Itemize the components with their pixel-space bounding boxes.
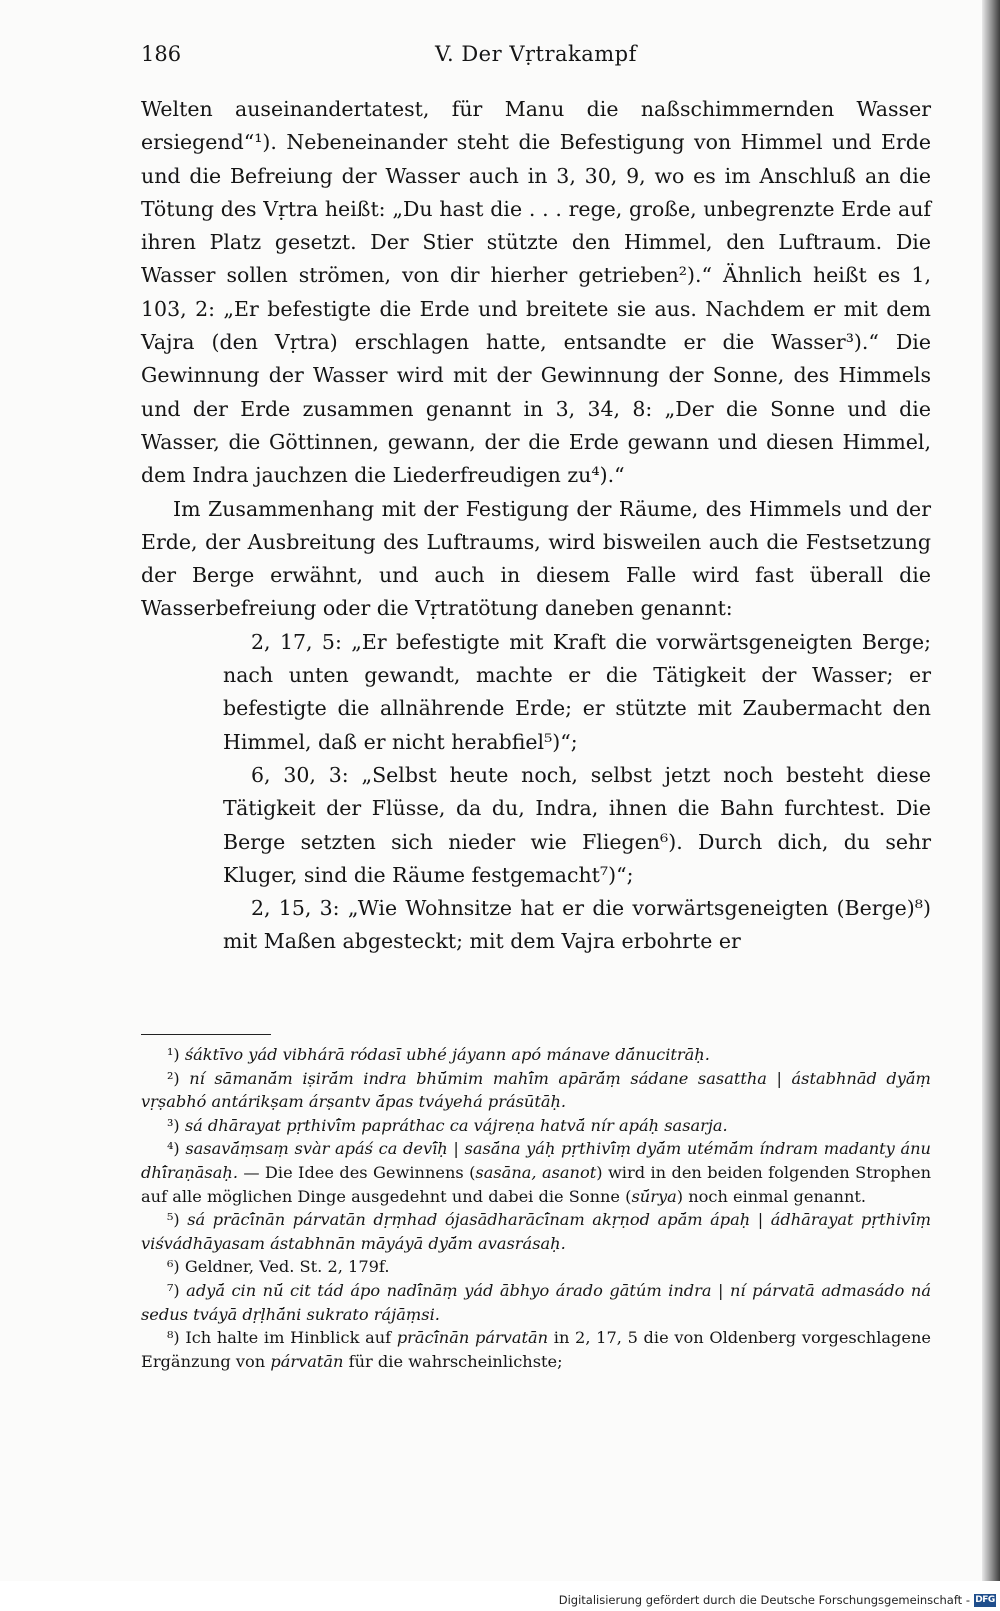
footnote-8 <box>141 1326 931 1373</box>
quotation-2: 6, 30, 3: „Selbst heute noch, selbst jetzt noch besteht diese Tätigkeit der Flüsse, da du, Indra, ihnen die Bahn furchtest. Die Berge setzten sich nieder wie Fliegen⁶). Durch dich, du sehr Kluger, sind die Räume festgemacht⁷)“; <box>223 762 931 887</box>
footnote-6 <box>141 1255 931 1279</box>
footnote-5 <box>141 1208 931 1255</box>
footnote-text: sasavā́ṃsaṃ svàr apáś ca devī́ḥ | sasā́na yáḥ pṛthivī́ṃ dyā́m utémā́m índram madanty ánu dhī́raṇāsaḥ. <box>141 1139 931 1182</box>
footnote-text: śáktīvo yád vibhárā ródasī ubhé jáyann apó mánave dā́nucitrāḥ. <box>184 1045 710 1064</box>
credit-text: Digitalisierung gefördert durch die Deutsche Forschungsgemeinschaft - <box>558 1593 970 1607</box>
footnote-text: — Die Idee des Gewinnens ( <box>237 1162 476 1182</box>
footnote-text: ) wird in den beiden folgenden Strophen auf alle möglichen Dinge ausgedehnt und dabei die Sonne ( <box>141 1162 931 1206</box>
footnote-label: ⁴) <box>167 1139 180 1159</box>
footnote-label: ⁶) <box>167 1257 180 1277</box>
footnote-text: adyā́ cin nū́ cit tád ápo nadī́nāṃ yád ābhyo árado gātúm indra | ní párvatā admasádo ná sedus tváyā dṛḷhā́ni sukrato rájāṃsi. <box>141 1280 931 1324</box>
footnote-text: sá dhārayat pṛthivī́m papráthac ca vájreṇa hatvā́ nír apáḥ sasarja. <box>184 1115 728 1135</box>
footnote-term: párvatān <box>270 1351 344 1371</box>
chapter-title: V. Der Vṛtrakampf <box>435 42 637 66</box>
digitization-credit <box>559 1593 996 1607</box>
footnote-text: Ich halte im Hinblick auf <box>185 1328 397 1348</box>
footnote-term: prācī́nān párvatān <box>396 1328 549 1348</box>
footnote-label: ³) <box>167 1115 180 1135</box>
footnote-label: ⁵) <box>167 1210 180 1230</box>
footnotes <box>141 1043 931 1373</box>
footnote-text: ní sāmanā́m iṣirā́m indra bhū́mim mahī́m apārā́ṃ sádane sasattha | ástabhnād dyā́ṃ vṛṣabhó antárikṣam árṣantv ā́pas tváyehá prásūtāḥ. <box>141 1068 931 1112</box>
footnote-7 <box>141 1279 931 1326</box>
footnote-label: ⁸) <box>167 1328 180 1348</box>
footnote-text: in 2, 17, 5 die von Oldenberg vorgeschlagene Ergänzung von <box>141 1328 931 1371</box>
footnote-label: ²) <box>167 1068 180 1088</box>
page-number: 186 <box>141 42 182 66</box>
footnote-text: sá prācī́nān párvatān dṛṃhad ójasādharācī́nam akṛṇod apā́m ápaḥ | ádhārayat pṛthivī́ṃ viśvádhāyasam ástabhnān māyáyā dyā́m avasrásaḥ. <box>141 1210 931 1253</box>
footnote-4 <box>141 1137 931 1208</box>
running-head <box>141 42 931 72</box>
footnote-text: ) noch einmal genannt. <box>676 1186 867 1206</box>
footnote-2 <box>141 1067 931 1114</box>
footnote-term: sū́rya <box>631 1186 677 1206</box>
footnote-3 <box>141 1114 931 1138</box>
main-text <box>141 93 931 959</box>
dfg-logo: DFG <box>975 1594 995 1605</box>
footnote-1 <box>141 1043 931 1067</box>
page-edge-shadow <box>982 0 1000 1600</box>
paragraph-2: Im Zusammenhang mit der Festigung der Räume, des Himmels und der Erde, der Ausbreitung des Luftraums, wird bisweilen auch die Festsetzung der Berge erwähnt, und auch in diesem Falle wird fast überall die Wasserbefreiung oder die Vṛtratötung daneben genannt: <box>141 496 931 621</box>
footnote-text: Geldner, Ved. St. 2, 179f. <box>184 1257 390 1277</box>
paragraph-1: Welten auseinandertatest, für Manu die naßschimmernden Wasser ersiegend“¹). Nebeneinander steht die Befestigung von Himmel und Erde und die Befreiung der Wasser auch in 3, 30, 9, wo es im Anschluß an die Tötung des Vṛtra heißt: „Du hast die . . . rege, große, unbegrenzte Erde auf ihren Platz gesetzt. Der Stier stützte den Himmel, den Luftraum. Die Wasser sollen strömen, von dir hierher getrieben²).“ Ähnlich heißt es 1, 103, 2: „Er befestigte die Erde und breitete sie aus. Nachdem er mit dem Vajra (den Vṛtra) erschlagen hatte, entsandte er die Wasser³).“ Die Gewinnung der Wasser wird mit der Gewinnung der Sonne, des Himmels und der Erde zusammen genannt in 3, 34, 8: „Der die Sonne und die Wasser, die Göttinnen, gewann, der die Erde gewann und diesen Himmel, dem Indra jauchzen die Liederfreudigen zu⁴).“ <box>141 97 931 488</box>
footnote-label: ¹) <box>167 1045 180 1064</box>
footnote-label: ⁷) <box>167 1280 180 1300</box>
footnote-divider <box>141 1034 271 1035</box>
quotation-1: 2, 17, 5: „Er befestigte mit Kraft die vorwärtsgeneigten Berge; nach unten gewandt, machte er die Tätigkeit der Wasser; er befestigte die allnährende Erde; er stützte mit Zaubermacht den Himmel, daß er nicht herabfiel⁵)“; <box>223 629 931 754</box>
quotation-3: 2, 15, 3: „Wie Wohnsitze hat er die vorwärtsgeneigten (Berge)⁸) mit Maßen abgesteckt; mit dem Vajra erbohrte er <box>223 896 931 954</box>
footnote-term: sasāna, asanot <box>475 1162 597 1182</box>
footnote-text: für die wahrscheinlichste; <box>343 1351 563 1371</box>
